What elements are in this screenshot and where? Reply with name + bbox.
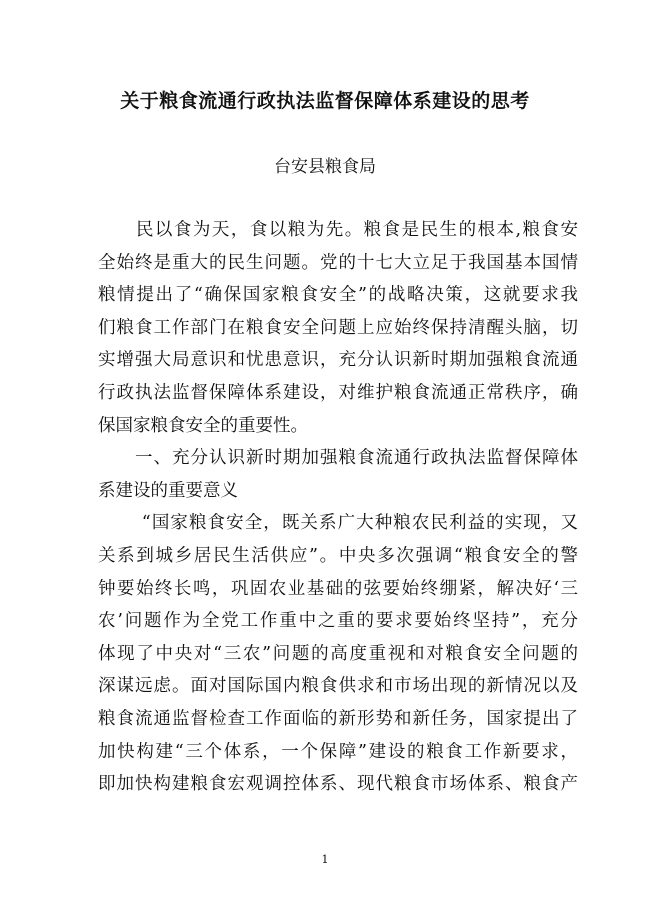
document-title: 关于粮食流通行政执法监督保障体系建设的思考 xyxy=(120,90,530,112)
body-line: 民以食为天，食以粮为先。粮食是民生的根本,粮食安 xyxy=(98,220,578,240)
body-line: “国家粮食安全，既关系广大种粮农民利益的实现，又 xyxy=(98,513,578,534)
body-line: 系建设的重要意义 xyxy=(98,480,238,501)
body-line: 全始终是重大的民生问题。党的十七大立足于我国基本国情 xyxy=(98,252,578,273)
body-line: 加快构建“三个体系，一个保障”建设的粮食工作新要求， xyxy=(98,741,578,762)
body-line: 实增强大局意识和忧患意识，充分认识新时期加强粮食流通 xyxy=(98,350,578,371)
body-line: 们粮食工作部门在粮食安全问题上应始终保持清醒头脑，切 xyxy=(98,317,578,338)
body-line: 深谋远虑。面对国际国内粮食供求和市场出现的新情况以及 xyxy=(98,676,578,697)
document-body xyxy=(98,214,578,801)
body-line: 关系到城乡居民生活供应”。中央多次强调“粮食安全的警 xyxy=(98,545,578,566)
body-line: 一、充分认识新时期加强粮食流通行政执法监督保障体 xyxy=(98,448,578,469)
body-line: 即加快构建粮食宏观调控体系、现代粮食市场体系、粮食产 xyxy=(98,774,578,795)
body-line: 行政执法监督保障体系建设，对维护粮食流通正常秩序，确 xyxy=(98,382,578,403)
body-line: 体现了中央对“三农”问题的高度重视和对粮食安全问题的 xyxy=(98,643,578,664)
body-line: 钟要始终长鸣，巩固农业基础的弦要始终绷紧，解决好‘三 xyxy=(98,578,578,599)
body-line: 粮情提出了“确保国家粮食安全”的战略决策，这就要求我 xyxy=(98,285,578,306)
body-line: 农’问题作为全党工作重中之重的要求要始终坚持”，充分 xyxy=(98,611,578,632)
body-line: 保国家粮食安全的重要性。 xyxy=(98,415,308,436)
document-author: 台安县粮食局 xyxy=(274,157,376,177)
body-line: 粮食流通监督检查工作面临的新形势和新任务，国家提出了 xyxy=(98,708,578,729)
page-number: 1 xyxy=(321,853,329,866)
